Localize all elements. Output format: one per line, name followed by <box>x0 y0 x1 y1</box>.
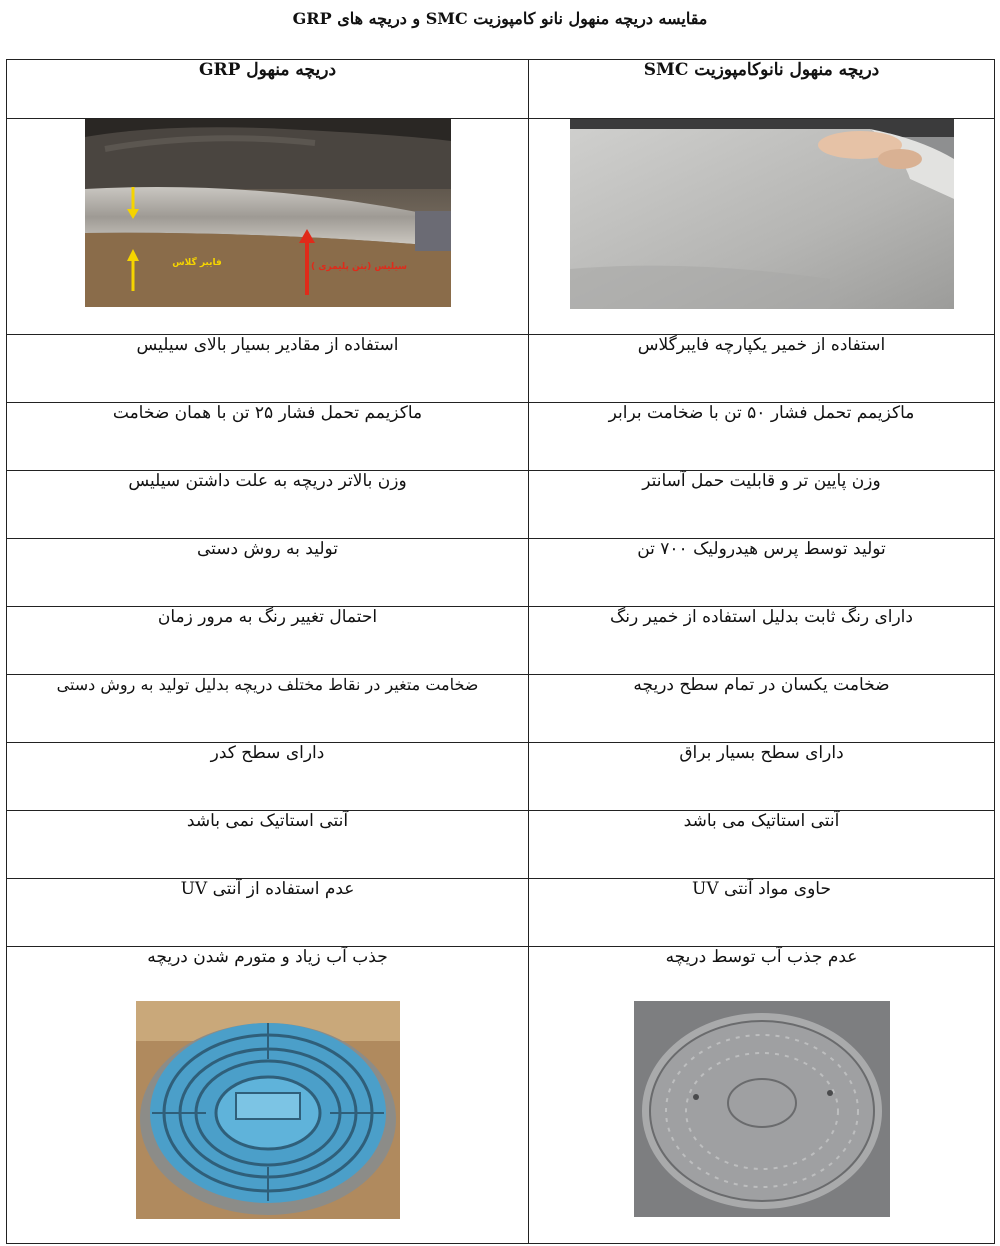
table-row <box>7 607 995 675</box>
smc-cell: حاوی مواد آنتی UV <box>529 879 995 947</box>
header-grp: دریچه منهول GRP <box>7 60 529 119</box>
grp-cross-section-photo <box>85 119 451 307</box>
table-row <box>7 335 995 403</box>
grp-cell: احتمال تغییر رنگ به مرور زمان <box>7 607 529 675</box>
smc-cell: آنتی استاتیک می باشد <box>529 811 995 879</box>
smc-sheet-photo <box>570 119 954 309</box>
smc-sheet-cell <box>529 119 995 335</box>
grp-cell: عدم استفاده از آنتی UV <box>7 879 529 947</box>
table-header-row <box>7 60 995 119</box>
grp-cell: دارای سطح کدر <box>7 743 529 811</box>
smc-manhole-cover-photo <box>634 1001 890 1217</box>
page-title: مقایسه دریچه منهول نانو کامپوزیت SMC و دریچه های GRP <box>292 9 708 28</box>
silica-label: سیلیس (بتن پلیمری ) <box>310 262 407 272</box>
table-row <box>7 947 995 1244</box>
grp-cell: وزن بالاتر دریچه به علت داشتن سیلیس <box>7 471 529 539</box>
smc-cell-text: عدم جذب آب توسط دریچه <box>665 947 858 967</box>
grp-cell: تولید به روش دستی <box>7 539 529 607</box>
smc-cell: ضخامت یکسان در تمام سطح دریچه <box>529 675 995 743</box>
grp-cell-text: جذب آب زیاد و متورم شدن دریچه <box>147 947 388 967</box>
grp-cross-section-cell <box>7 119 529 335</box>
smc-cell: تولید توسط پرس هیدرولیک ۷۰۰ تن <box>529 539 995 607</box>
table-row <box>7 743 995 811</box>
smc-cell: وزن پایین تر و قابلیت حمل آسانتر <box>529 471 995 539</box>
grp-cell: ماکزیمم تحمل فشار ۲۵ تن با همان ضخامت <box>7 403 529 471</box>
smc-cell: استفاده از خمیر یکپارچه فایبرگلاس <box>529 335 995 403</box>
grp-cell <box>7 947 529 1244</box>
grp-cell: استفاده از مقادیر بسیار بالای سیلیس <box>7 335 529 403</box>
grp-cell: ضخامت متغیر در نقاط مختلف دریچه بدلیل تولید به روش دستی <box>7 675 529 743</box>
smc-cell <box>529 947 995 1244</box>
fiberglass-label: فایبر گلاس <box>171 258 222 268</box>
grp-manhole-cover-photo <box>136 1001 400 1219</box>
smc-cell: دارای رنگ ثابت بدلیل استفاده از خمیر رنگ <box>529 607 995 675</box>
comparison-table <box>6 59 995 1244</box>
table-row <box>7 539 995 607</box>
table-row <box>7 879 995 947</box>
photo-row <box>7 119 995 335</box>
table-row <box>7 403 995 471</box>
table-row <box>7 811 995 879</box>
table-row <box>7 471 995 539</box>
smc-cell: دارای سطح بسیار براق <box>529 743 995 811</box>
grp-cell: آنتی استاتیک نمی باشد <box>7 811 529 879</box>
header-smc: دریچه منهول نانوکامپوزیت SMC <box>529 60 995 119</box>
table-row <box>7 675 995 743</box>
smc-cell: ماکزیمم تحمل فشار ۵۰ تن با ضخامت برابر <box>529 403 995 471</box>
